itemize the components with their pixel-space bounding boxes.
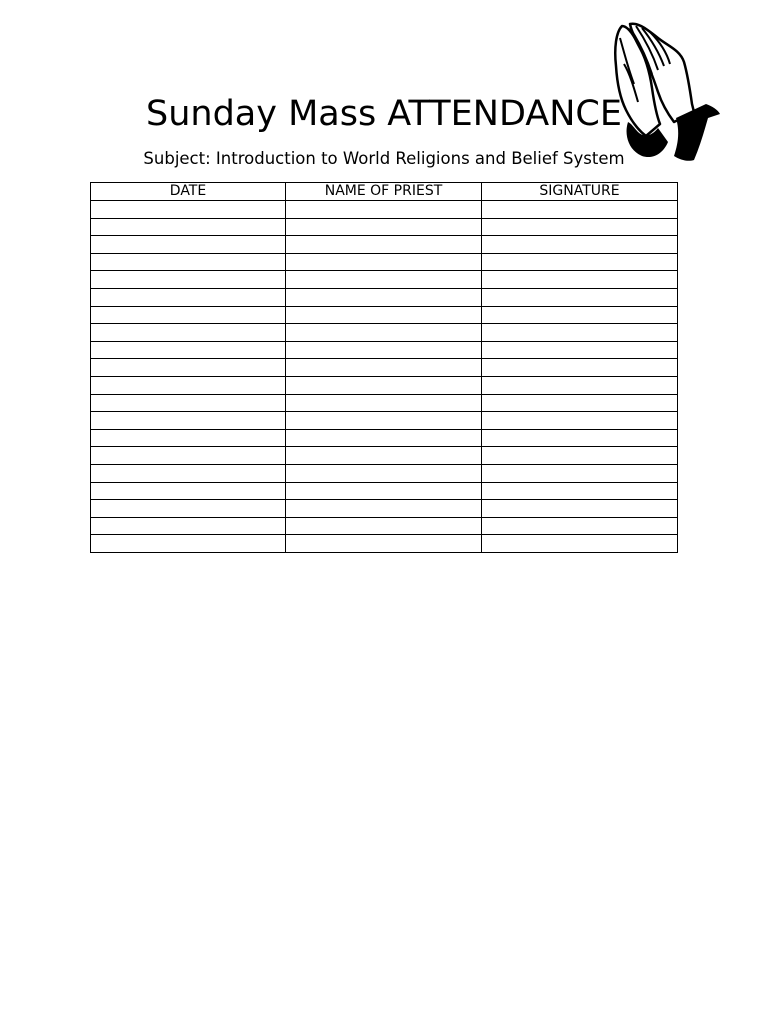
table-row: [91, 288, 678, 306]
priest-name-cell[interactable]: [286, 464, 482, 482]
signature-cell[interactable]: [482, 271, 678, 289]
table-row: [91, 341, 678, 359]
date-cell[interactable]: [91, 271, 286, 289]
table-row: [91, 464, 678, 482]
priest-name-cell[interactable]: [286, 500, 482, 518]
date-cell[interactable]: [91, 218, 286, 236]
priest-name-cell[interactable]: [286, 253, 482, 271]
table-row: [91, 535, 678, 553]
signature-cell[interactable]: [482, 218, 678, 236]
signature-cell[interactable]: [482, 447, 678, 465]
signature-cell[interactable]: [482, 517, 678, 535]
signature-cell[interactable]: [482, 429, 678, 447]
table-row: [91, 201, 678, 219]
signature-cell[interactable]: [482, 394, 678, 412]
priest-name-cell[interactable]: [286, 324, 482, 342]
priest-name-cell[interactable]: [286, 429, 482, 447]
priest-name-cell[interactable]: [286, 201, 482, 219]
table-row: [91, 376, 678, 394]
date-cell[interactable]: [91, 306, 286, 324]
table-row: [91, 253, 678, 271]
table-row: [91, 394, 678, 412]
date-cell[interactable]: [91, 359, 286, 377]
table-row: [91, 447, 678, 465]
priest-name-cell[interactable]: [286, 236, 482, 254]
table-row: [91, 306, 678, 324]
date-cell[interactable]: [91, 376, 286, 394]
priest-name-cell[interactable]: [286, 447, 482, 465]
praying-hands-icon: [608, 18, 724, 166]
priest-name-cell[interactable]: [286, 359, 482, 377]
priest-name-cell[interactable]: [286, 517, 482, 535]
signature-cell[interactable]: [482, 236, 678, 254]
priest-name-cell[interactable]: [286, 535, 482, 553]
signature-cell[interactable]: [482, 482, 678, 500]
signature-cell[interactable]: [482, 535, 678, 553]
priest-name-cell[interactable]: [286, 376, 482, 394]
date-cell[interactable]: [91, 236, 286, 254]
signature-cell[interactable]: [482, 201, 678, 219]
priest-name-cell[interactable]: [286, 271, 482, 289]
date-cell[interactable]: [91, 464, 286, 482]
signature-cell[interactable]: [482, 500, 678, 518]
date-cell[interactable]: [91, 447, 286, 465]
table-header-row: [91, 183, 678, 201]
table-row: [91, 412, 678, 430]
subject-line: Subject: Introduction to World Religions and Belief System: [143, 149, 625, 168]
table-row: [91, 271, 678, 289]
priest-name-cell[interactable]: [286, 288, 482, 306]
signature-cell[interactable]: [482, 324, 678, 342]
date-cell[interactable]: [91, 201, 286, 219]
date-cell[interactable]: [91, 394, 286, 412]
date-cell[interactable]: [91, 412, 286, 430]
date-cell[interactable]: [91, 429, 286, 447]
date-cell[interactable]: [91, 288, 286, 306]
date-cell[interactable]: [91, 500, 286, 518]
table-row: [91, 500, 678, 518]
priest-name-cell[interactable]: [286, 394, 482, 412]
date-cell[interactable]: [91, 535, 286, 553]
table-row: [91, 359, 678, 377]
date-cell[interactable]: [91, 482, 286, 500]
signature-cell[interactable]: [482, 288, 678, 306]
table-row: [91, 517, 678, 535]
signature-cell[interactable]: [482, 376, 678, 394]
priest-name-cell[interactable]: [286, 306, 482, 324]
table-row: [91, 236, 678, 254]
signature-cell[interactable]: [482, 341, 678, 359]
signature-cell[interactable]: [482, 464, 678, 482]
date-cell[interactable]: [91, 253, 286, 271]
signature-cell[interactable]: [482, 253, 678, 271]
date-cell[interactable]: [91, 341, 286, 359]
signature-cell[interactable]: [482, 306, 678, 324]
priest-name-cell[interactable]: [286, 412, 482, 430]
date-cell[interactable]: [91, 324, 286, 342]
date-cell[interactable]: [91, 517, 286, 535]
column-header-name-of-priest: NAME OF PRIEST: [286, 183, 482, 201]
table-row: [91, 324, 678, 342]
signature-cell[interactable]: [482, 359, 678, 377]
table-row: [91, 482, 678, 500]
attendance-table: [90, 182, 678, 553]
priest-name-cell[interactable]: [286, 482, 482, 500]
priest-name-cell[interactable]: [286, 341, 482, 359]
table-row: [91, 429, 678, 447]
priest-name-cell[interactable]: [286, 218, 482, 236]
table-row: [91, 218, 678, 236]
column-header-signature: SIGNATURE: [482, 183, 678, 201]
column-header-date: DATE: [91, 183, 286, 201]
page-title: Sunday Mass ATTENDANCE: [145, 94, 622, 134]
signature-cell[interactable]: [482, 412, 678, 430]
